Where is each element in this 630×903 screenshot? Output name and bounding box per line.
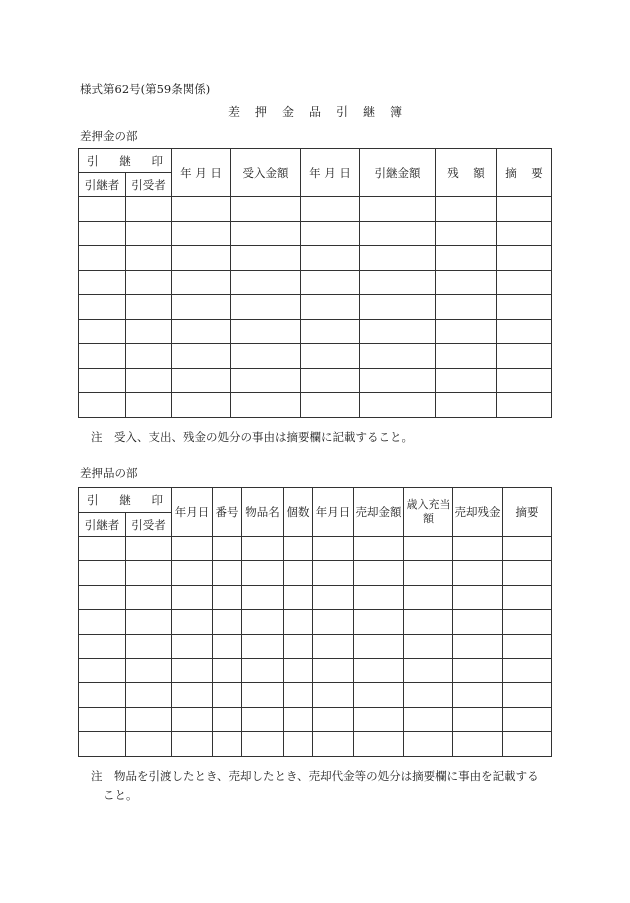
page-title: 差押金品引継簿 [227, 105, 417, 119]
table-row [79, 319, 552, 344]
header-transferor: 引継者 [79, 173, 126, 197]
table-row [79, 658, 552, 682]
table-row [79, 732, 552, 756]
table-row [79, 634, 552, 658]
table-row [79, 246, 552, 271]
table-row [79, 585, 552, 609]
section1-note: 注 受入、支出、残金の処分の事由は摘要欄に記載すること。 [91, 430, 413, 444]
table-row [79, 393, 552, 418]
table-row [79, 610, 552, 634]
header-transferor: 引継者 [79, 513, 126, 537]
section2-note-line1: 注 物品を引渡したとき、売却したとき、売却代金等の処分は摘要欄に事由を記載する [91, 769, 539, 783]
seal-char: 継 [119, 493, 131, 507]
header-sale-balance: 売却残金 [453, 488, 503, 537]
seal-header [79, 488, 172, 513]
goods-ledger-table [78, 487, 552, 757]
table-row [79, 221, 552, 246]
cash-ledger-table [78, 148, 552, 418]
seal-char: 継 [119, 153, 131, 168]
table-row [79, 368, 552, 393]
header-item-name: 物品名 [242, 488, 284, 537]
section1-heading: 差押金の部 [80, 129, 138, 143]
seal-header [79, 149, 172, 173]
table-row [79, 344, 552, 369]
header-transferee: 引受者 [126, 513, 172, 537]
table-row [79, 295, 552, 320]
header-sale-amount: 売却金額 [354, 488, 404, 537]
seal-char: 印 [151, 493, 163, 507]
header-revenue-allocation: 歳入充当額 [404, 488, 453, 537]
seal-char: 引 [87, 493, 99, 507]
header-date: 年月日 [172, 488, 213, 537]
header-date: 年 月 日 [172, 149, 231, 197]
header-transferee: 引受者 [126, 173, 172, 197]
table-row [79, 537, 552, 561]
form-number: 様式第62号(第59条関係) [80, 82, 211, 96]
seal-char: 引 [87, 153, 99, 168]
header-balance: 残 額 [436, 149, 497, 197]
section2-heading: 差押品の部 [80, 466, 138, 480]
seal-char: 印 [151, 153, 163, 168]
header-quantity: 個数 [284, 488, 313, 537]
header-number: 番号 [213, 488, 242, 537]
header-remarks: 摘 要 [497, 149, 552, 197]
header-transfer-amount: 引継金額 [360, 149, 436, 197]
header-received-amount: 受入金額 [231, 149, 301, 197]
table-row [79, 683, 552, 707]
header-remarks: 摘要 [503, 488, 552, 537]
table-row [79, 561, 552, 585]
table-row [79, 707, 552, 731]
table-row [79, 197, 552, 222]
header-date: 年 月 日 [301, 149, 360, 197]
section2-note-line2: こと。 [103, 788, 138, 802]
table-row [79, 270, 552, 295]
header-date: 年月日 [313, 488, 354, 537]
